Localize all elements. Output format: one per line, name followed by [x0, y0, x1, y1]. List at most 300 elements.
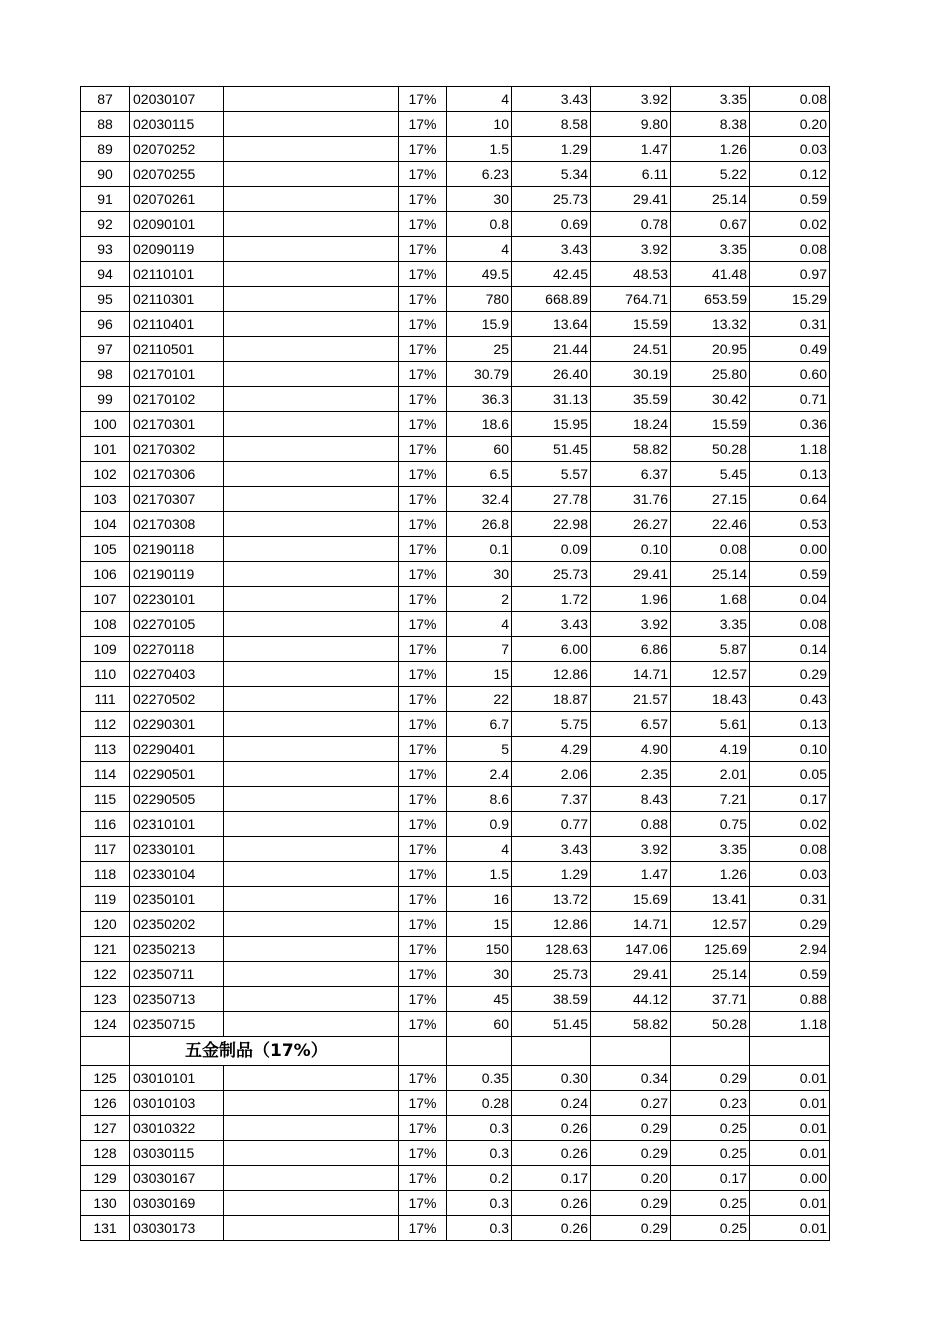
- value-e: 0.88: [750, 987, 830, 1012]
- tax-rate: 17%: [399, 487, 447, 512]
- value-e: 0.01: [750, 1141, 830, 1166]
- value-a: 36.3: [447, 387, 512, 412]
- value-d: 20.95: [671, 337, 750, 362]
- value-e: 0.71: [750, 387, 830, 412]
- value-b: 3.43: [512, 237, 591, 262]
- tax-rate: 17%: [399, 837, 447, 862]
- tax-rate: 17%: [399, 1141, 447, 1166]
- value-a: 26.8: [447, 512, 512, 537]
- row-number: 99: [81, 387, 130, 412]
- value-d: 0.75: [671, 812, 750, 837]
- item-name: [224, 187, 399, 212]
- table-row: [81, 787, 830, 812]
- tax-rate: 17%: [399, 437, 447, 462]
- tax-rate: 17%: [399, 387, 447, 412]
- value-c: 15.69: [591, 887, 671, 912]
- value-d: 1.26: [671, 137, 750, 162]
- table-row: [81, 287, 830, 312]
- tax-rate: 17%: [399, 462, 447, 487]
- table-row: [81, 862, 830, 887]
- value-b: 0.77: [512, 812, 591, 837]
- value-a: 780: [447, 287, 512, 312]
- item-code: 02350713: [130, 987, 224, 1012]
- value-d: 0.17: [671, 1166, 750, 1191]
- value-d: 1.26: [671, 862, 750, 887]
- rows-before: [81, 87, 830, 1037]
- row-number: 127: [81, 1116, 130, 1141]
- value-c: 0.27: [591, 1091, 671, 1116]
- value-a: 0.3: [447, 1141, 512, 1166]
- value-d: 8.38: [671, 112, 750, 137]
- row-number: 93: [81, 237, 130, 262]
- value-e: 0.02: [750, 812, 830, 837]
- item-code: 02330101: [130, 837, 224, 862]
- value-e: 0.01: [750, 1191, 830, 1216]
- table-row: [81, 337, 830, 362]
- item-code: 02350711: [130, 962, 224, 987]
- value-e: 0.10: [750, 737, 830, 762]
- value-d: 25.14: [671, 562, 750, 587]
- value-c: 26.27: [591, 512, 671, 537]
- item-code: 02170308: [130, 512, 224, 537]
- value-c: 764.71: [591, 287, 671, 312]
- value-a: 7: [447, 637, 512, 662]
- table-row: [81, 237, 830, 262]
- value-c: 0.34: [591, 1066, 671, 1091]
- value-d: 30.42: [671, 387, 750, 412]
- table-row: [81, 1091, 830, 1116]
- item-name: [224, 337, 399, 362]
- value-e: 0.13: [750, 712, 830, 737]
- table-row: [81, 1216, 830, 1241]
- table-row: [81, 812, 830, 837]
- value-e: 0.01: [750, 1216, 830, 1241]
- item-name: [224, 362, 399, 387]
- value-a: 2: [447, 587, 512, 612]
- item-name: [224, 162, 399, 187]
- value-c: 15.59: [591, 312, 671, 337]
- value-a: 30: [447, 962, 512, 987]
- value-d: 25.14: [671, 962, 750, 987]
- value-b: 1.29: [512, 137, 591, 162]
- table-row: [81, 762, 830, 787]
- value-d: 0.25: [671, 1216, 750, 1241]
- row-number: 126: [81, 1091, 130, 1116]
- table-row: [81, 87, 830, 112]
- tax-rate: 17%: [399, 162, 447, 187]
- table-row: [81, 262, 830, 287]
- table-row: [81, 1066, 830, 1091]
- item-name: [224, 662, 399, 687]
- table-row: [81, 637, 830, 662]
- table-row: [81, 937, 830, 962]
- table-row: [81, 137, 830, 162]
- item-name: [224, 112, 399, 137]
- value-e: 0.01: [750, 1091, 830, 1116]
- table-row: [81, 962, 830, 987]
- value-b: 26.40: [512, 362, 591, 387]
- value-e: 0.08: [750, 237, 830, 262]
- value-d: 0.08: [671, 537, 750, 562]
- item-code: 02070261: [130, 187, 224, 212]
- value-c: 2.35: [591, 762, 671, 787]
- tax-rate: 17%: [399, 1116, 447, 1141]
- value-c: 3.92: [591, 237, 671, 262]
- value-a: 4: [447, 87, 512, 112]
- item-name: [224, 412, 399, 437]
- value-c: 0.20: [591, 1166, 671, 1191]
- value-b: 128.63: [512, 937, 591, 962]
- value-a: 0.9: [447, 812, 512, 837]
- value-d: 22.46: [671, 512, 750, 537]
- item-code: 02090101: [130, 212, 224, 237]
- item-code: 02190119: [130, 562, 224, 587]
- row-number: 112: [81, 712, 130, 737]
- tax-rate: 17%: [399, 662, 447, 687]
- value-d: 12.57: [671, 662, 750, 687]
- value-b: 0.09: [512, 537, 591, 562]
- value-c: 6.11: [591, 162, 671, 187]
- item-code: 02350202: [130, 912, 224, 937]
- tax-rate: 17%: [399, 962, 447, 987]
- tax-rate: 17%: [399, 87, 447, 112]
- value-a: 4: [447, 237, 512, 262]
- value-e: 0.08: [750, 837, 830, 862]
- value-d: 5.61: [671, 712, 750, 737]
- value-c: 3.92: [591, 612, 671, 637]
- value-d: 25.80: [671, 362, 750, 387]
- item-code: 02110301: [130, 287, 224, 312]
- tax-rate: 17%: [399, 562, 447, 587]
- value-b: 6.00: [512, 637, 591, 662]
- value-e: 0.20: [750, 112, 830, 137]
- value-c: 14.71: [591, 912, 671, 937]
- item-code: 02190118: [130, 537, 224, 562]
- value-e: 0.04: [750, 587, 830, 612]
- item-code: 02170306: [130, 462, 224, 487]
- value-b: 0.26: [512, 1116, 591, 1141]
- value-b: 18.87: [512, 687, 591, 712]
- value-d: 5.22: [671, 162, 750, 187]
- value-b: 25.73: [512, 187, 591, 212]
- value-a: 0.35: [447, 1066, 512, 1091]
- item-code: 03030115: [130, 1141, 224, 1166]
- value-e: 0.08: [750, 612, 830, 637]
- value-c: 24.51: [591, 337, 671, 362]
- item-code: 02270118: [130, 637, 224, 662]
- table-row: [81, 112, 830, 137]
- value-a: 15: [447, 912, 512, 937]
- item-code: 02270502: [130, 687, 224, 712]
- value-b: 0.26: [512, 1216, 591, 1241]
- value-c: 30.19: [591, 362, 671, 387]
- row-number: 92: [81, 212, 130, 237]
- value-e: 0.60: [750, 362, 830, 387]
- value-a: 6.23: [447, 162, 512, 187]
- item-code: 02170101: [130, 362, 224, 387]
- value-d: 3.35: [671, 612, 750, 637]
- table-row: [81, 662, 830, 687]
- row-number: 119: [81, 887, 130, 912]
- tax-rate: 17%: [399, 412, 447, 437]
- tax-rate: 17%: [399, 512, 447, 537]
- value-a: 6.7: [447, 712, 512, 737]
- value-c: 1.96: [591, 587, 671, 612]
- value-d: 13.41: [671, 887, 750, 912]
- value-a: 30.79: [447, 362, 512, 387]
- value-b: 13.64: [512, 312, 591, 337]
- row-number: 120: [81, 912, 130, 937]
- value-b: 25.73: [512, 562, 591, 587]
- item-name: [224, 962, 399, 987]
- item-code: 03030173: [130, 1216, 224, 1241]
- tax-rate: 17%: [399, 812, 447, 837]
- row-number: 98: [81, 362, 130, 387]
- row-number: 131: [81, 1216, 130, 1241]
- item-code: 03030167: [130, 1166, 224, 1191]
- row-number: 130: [81, 1191, 130, 1216]
- item-name: [224, 812, 399, 837]
- value-e: 0.00: [750, 1166, 830, 1191]
- value-e: 0.97: [750, 262, 830, 287]
- table-row: [81, 1116, 830, 1141]
- item-code: 02290505: [130, 787, 224, 812]
- value-a: 150: [447, 937, 512, 962]
- value-c: 31.76: [591, 487, 671, 512]
- value-c: 29.41: [591, 562, 671, 587]
- value-d: 3.35: [671, 837, 750, 862]
- value-d: 3.35: [671, 87, 750, 112]
- value-d: 50.28: [671, 1012, 750, 1037]
- value-a: 60: [447, 437, 512, 462]
- table-row: [81, 1141, 830, 1166]
- tax-rate: 17%: [399, 612, 447, 637]
- row-number: 122: [81, 962, 130, 987]
- item-name: [224, 487, 399, 512]
- value-b: 0.30: [512, 1066, 591, 1091]
- item-code: 02270403: [130, 662, 224, 687]
- table-row: [81, 162, 830, 187]
- value-c: 0.29: [591, 1191, 671, 1216]
- value-e: 0.13: [750, 462, 830, 487]
- row-number: 91: [81, 187, 130, 212]
- tax-rate: 17%: [399, 1191, 447, 1216]
- value-b: 1.29: [512, 862, 591, 887]
- value-e: 0.43: [750, 687, 830, 712]
- tax-rate: 17%: [399, 587, 447, 612]
- value-e: 0.29: [750, 662, 830, 687]
- value-a: 0.28: [447, 1091, 512, 1116]
- table-row: [81, 537, 830, 562]
- table-row: [81, 887, 830, 912]
- value-d: 125.69: [671, 937, 750, 962]
- value-b: 7.37: [512, 787, 591, 812]
- value-a: 49.5: [447, 262, 512, 287]
- value-a: 18.6: [447, 412, 512, 437]
- value-c: 21.57: [591, 687, 671, 712]
- value-e: 0.05: [750, 762, 830, 787]
- row-number: 129: [81, 1166, 130, 1191]
- value-c: 58.82: [591, 437, 671, 462]
- value-e: 1.18: [750, 1012, 830, 1037]
- value-d: 2.01: [671, 762, 750, 787]
- row-number: 118: [81, 862, 130, 887]
- section-header: [81, 1037, 830, 1066]
- item-code: 03030169: [130, 1191, 224, 1216]
- value-a: 30: [447, 187, 512, 212]
- category-row: [81, 1037, 830, 1066]
- row-number: 104: [81, 512, 130, 537]
- value-e: 0.31: [750, 312, 830, 337]
- value-a: 16: [447, 887, 512, 912]
- item-name: [224, 1141, 399, 1166]
- item-name: [224, 87, 399, 112]
- item-code: 02270105: [130, 612, 224, 637]
- item-code: 02070255: [130, 162, 224, 187]
- table-row: [81, 512, 830, 537]
- value-e: 0.31: [750, 887, 830, 912]
- value-a: 0.1: [447, 537, 512, 562]
- row-number: 106: [81, 562, 130, 587]
- value-a: 2.4: [447, 762, 512, 787]
- row-number: 89: [81, 137, 130, 162]
- value-c: 4.90: [591, 737, 671, 762]
- value-c: 29.41: [591, 187, 671, 212]
- value-b: 0.69: [512, 212, 591, 237]
- row-number: 123: [81, 987, 130, 1012]
- value-b: 2.06: [512, 762, 591, 787]
- value-d: 0.25: [671, 1191, 750, 1216]
- table-row: [81, 312, 830, 337]
- item-name: [224, 712, 399, 737]
- row-number: 107: [81, 587, 130, 612]
- value-e: 0.64: [750, 487, 830, 512]
- value-d: 7.21: [671, 787, 750, 812]
- item-name: [224, 687, 399, 712]
- value-e: 0.59: [750, 962, 830, 987]
- item-code: 03010101: [130, 1066, 224, 1091]
- row-number: 116: [81, 812, 130, 837]
- row-number: 114: [81, 762, 130, 787]
- value-c: 6.57: [591, 712, 671, 737]
- value-d: 13.32: [671, 312, 750, 337]
- value-b: 38.59: [512, 987, 591, 1012]
- table-row: [81, 612, 830, 637]
- row-number: 108: [81, 612, 130, 637]
- item-name: [224, 912, 399, 937]
- value-e: 0.53: [750, 512, 830, 537]
- row-number: 96: [81, 312, 130, 337]
- value-c: 0.78: [591, 212, 671, 237]
- table-row: [81, 187, 830, 212]
- value-a: 0.8: [447, 212, 512, 237]
- value-a: 30: [447, 562, 512, 587]
- item-code: 02290301: [130, 712, 224, 737]
- value-e: 0.03: [750, 862, 830, 887]
- item-code: 02170301: [130, 412, 224, 437]
- table-row: [81, 1166, 830, 1191]
- item-code: 02290501: [130, 762, 224, 787]
- value-d: 3.35: [671, 237, 750, 262]
- value-e: 0.03: [750, 137, 830, 162]
- value-e: 0.29: [750, 912, 830, 937]
- tax-rate: 17%: [399, 787, 447, 812]
- table-row: [81, 1012, 830, 1037]
- item-name: [224, 787, 399, 812]
- tax-rate: 17%: [399, 687, 447, 712]
- value-b: 21.44: [512, 337, 591, 362]
- section-title: 五金制品（17%）: [130, 1037, 399, 1066]
- table-row: [81, 387, 830, 412]
- tax-rate: 17%: [399, 762, 447, 787]
- tax-rate: 17%: [399, 862, 447, 887]
- item-name: [224, 262, 399, 287]
- table-row: [81, 987, 830, 1012]
- item-code: 02350213: [130, 937, 224, 962]
- row-number: 121: [81, 937, 130, 962]
- value-d: 41.48: [671, 262, 750, 287]
- value-b: 3.43: [512, 87, 591, 112]
- value-a: 32.4: [447, 487, 512, 512]
- value-a: 0.3: [447, 1116, 512, 1141]
- value-e: 0.12: [750, 162, 830, 187]
- value-e: 0.14: [750, 637, 830, 662]
- item-name: [224, 1116, 399, 1141]
- value-b: 25.73: [512, 962, 591, 987]
- row-number: 110: [81, 662, 130, 687]
- value-a: 4: [447, 612, 512, 637]
- item-name: [224, 312, 399, 337]
- value-e: 0.49: [750, 337, 830, 362]
- item-code: 02110401: [130, 312, 224, 337]
- item-name: [224, 762, 399, 787]
- value-a: 22: [447, 687, 512, 712]
- value-a: 10: [447, 112, 512, 137]
- value-b: 22.98: [512, 512, 591, 537]
- value-c: 0.10: [591, 537, 671, 562]
- value-d: 1.68: [671, 587, 750, 612]
- value-b: 0.24: [512, 1091, 591, 1116]
- item-name: [224, 862, 399, 887]
- value-e: 0.01: [750, 1066, 830, 1091]
- value-b: 0.17: [512, 1166, 591, 1191]
- value-d: 27.15: [671, 487, 750, 512]
- tax-rate: 17%: [399, 637, 447, 662]
- value-c: 147.06: [591, 937, 671, 962]
- row-number: 103: [81, 487, 130, 512]
- row-number: 117: [81, 837, 130, 862]
- value-e: 2.94: [750, 937, 830, 962]
- item-name: [224, 612, 399, 637]
- item-name: [224, 837, 399, 862]
- row-number: 88: [81, 112, 130, 137]
- tax-rate: 17%: [399, 737, 447, 762]
- item-name: [224, 887, 399, 912]
- value-c: 0.88: [591, 812, 671, 837]
- item-code: 02310101: [130, 812, 224, 837]
- value-e: 1.18: [750, 437, 830, 462]
- value-d: 0.25: [671, 1116, 750, 1141]
- value-a: 8.6: [447, 787, 512, 812]
- value-e: 0.59: [750, 187, 830, 212]
- item-name: [224, 737, 399, 762]
- item-name: [224, 1166, 399, 1191]
- table-row: [81, 587, 830, 612]
- value-e: 0.59: [750, 562, 830, 587]
- value-a: 60: [447, 1012, 512, 1037]
- item-code: 02350715: [130, 1012, 224, 1037]
- value-c: 1.47: [591, 862, 671, 887]
